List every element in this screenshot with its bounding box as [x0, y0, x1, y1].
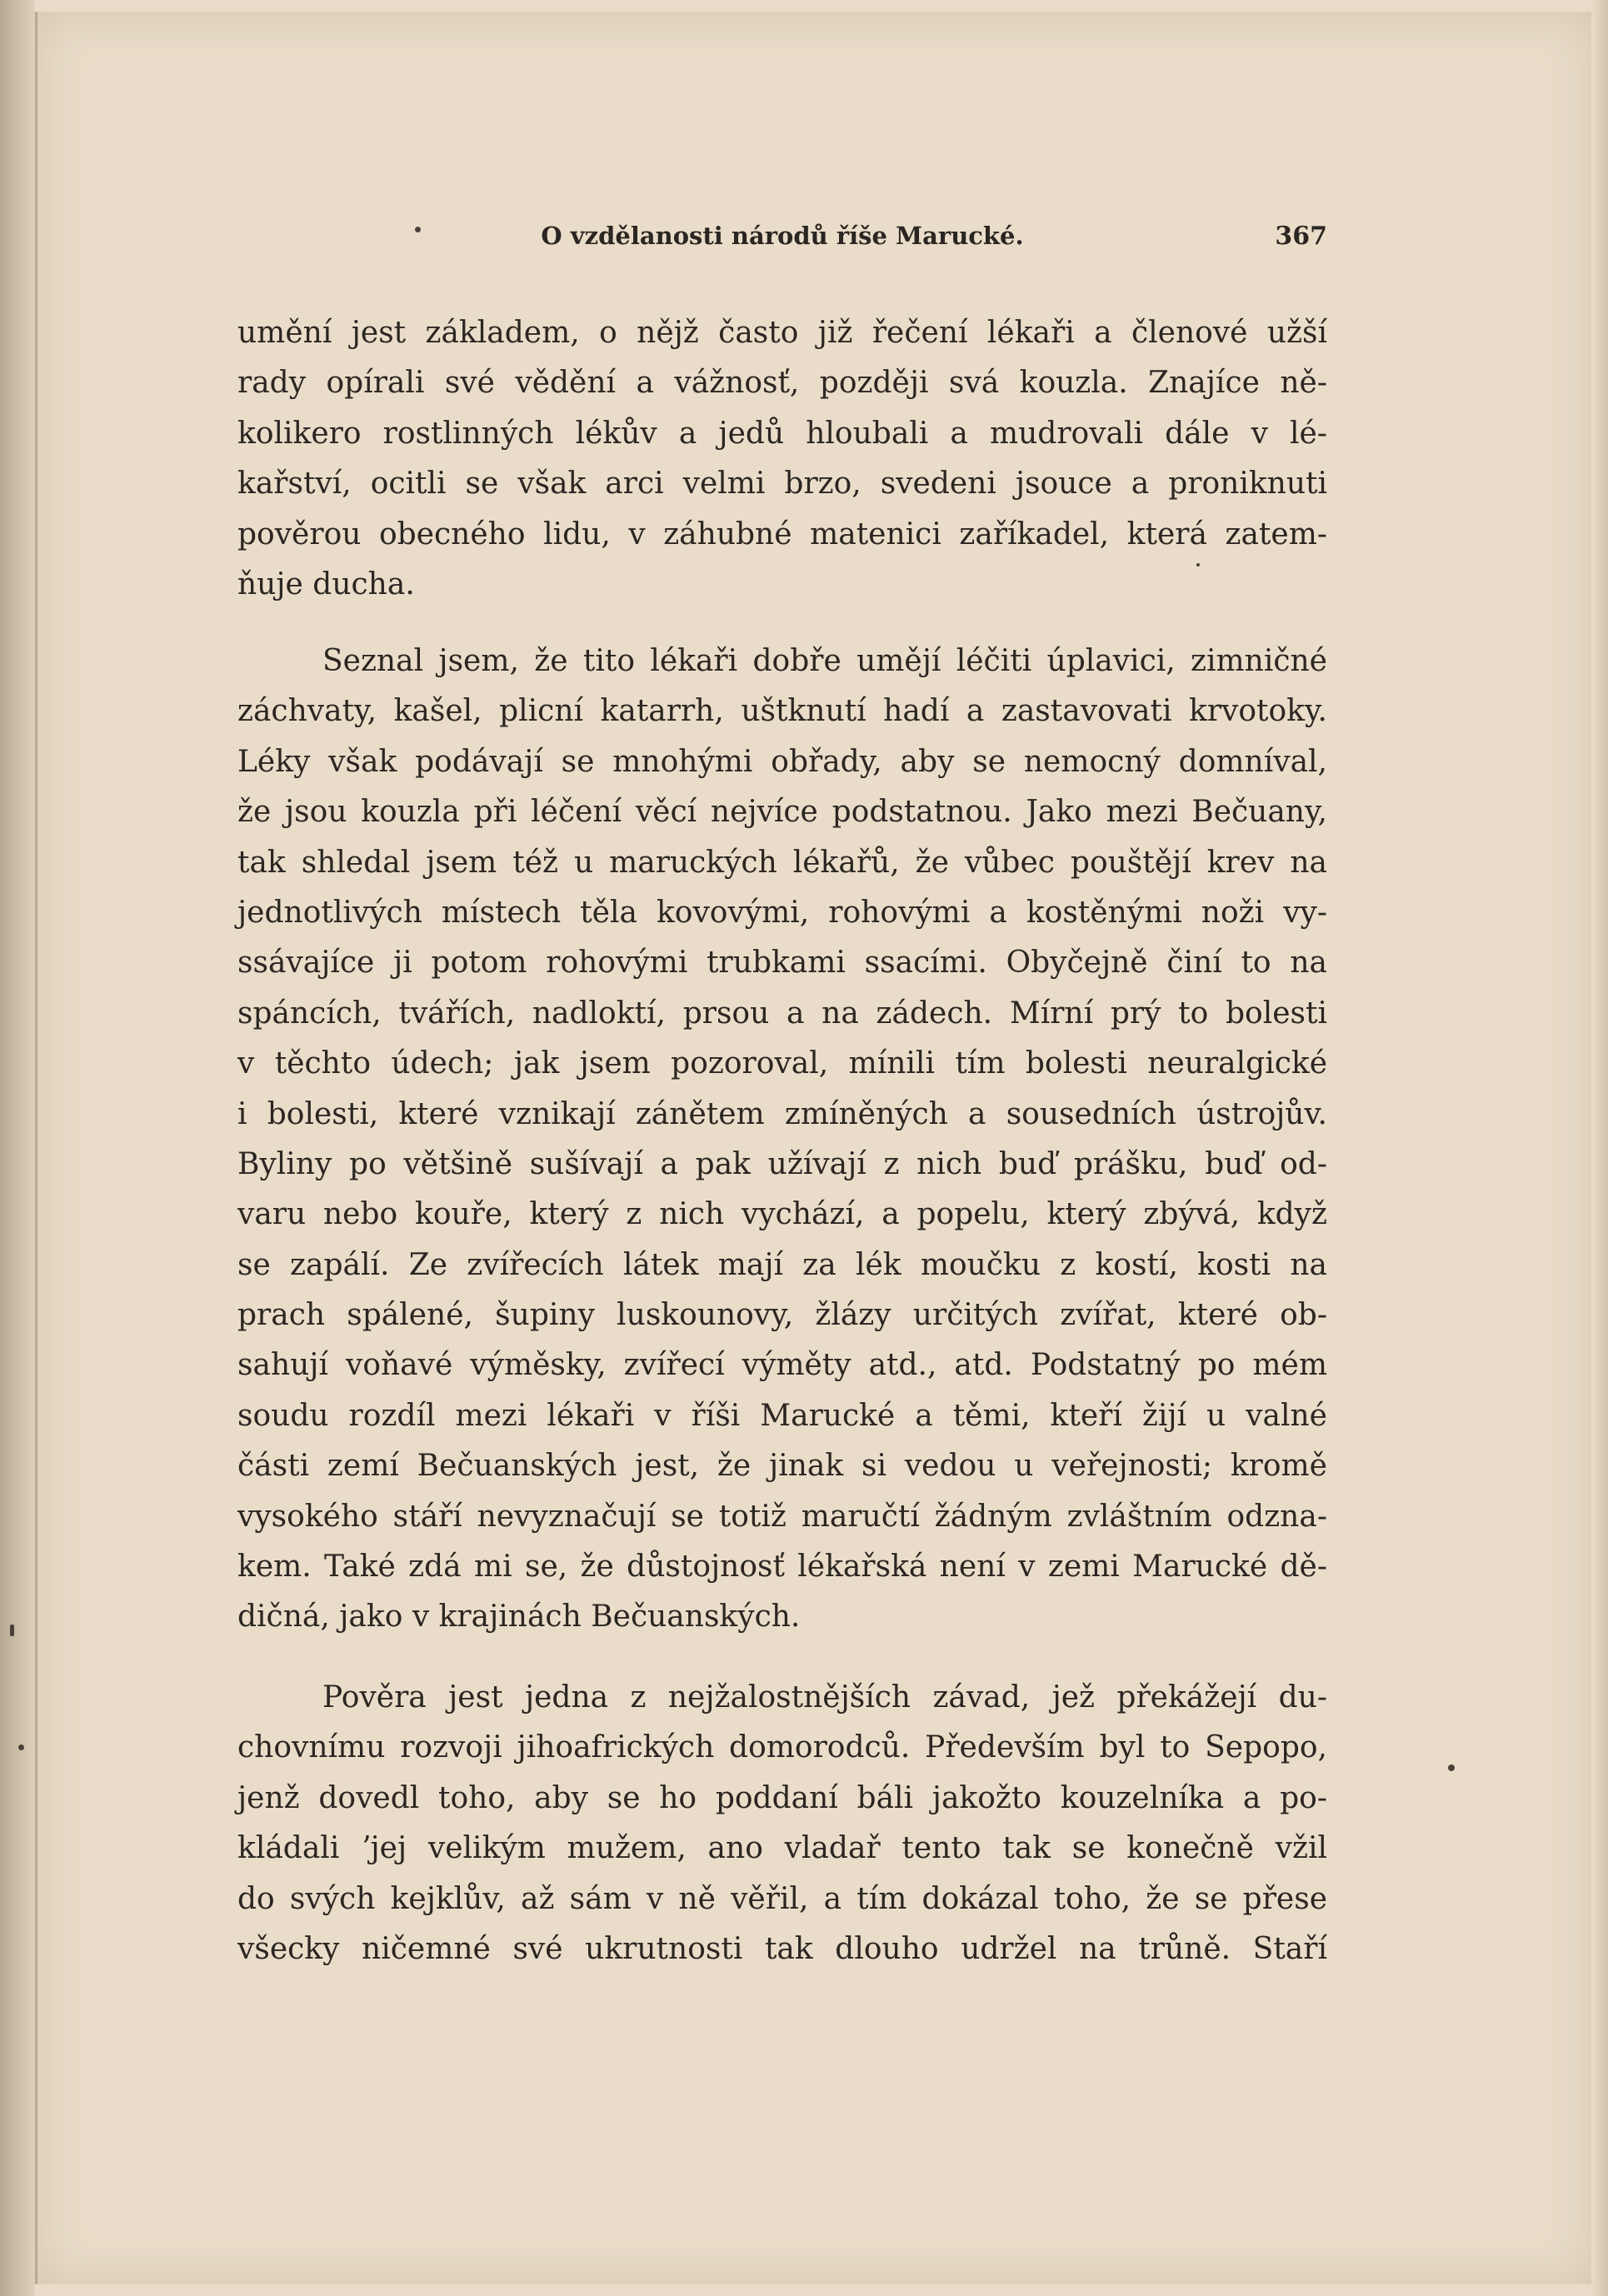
text-line: soudu rozdíl mezi lékaři v říši Marucké a těmi, kteří žijí u valné	[237, 1398, 1327, 1433]
text-line: kládali ʼjej velikým mužem, ano vladař tento tak se konečně vžil	[237, 1831, 1327, 1866]
ink-speck	[1448, 1764, 1455, 1771]
text-line: se zapálí. Ze zvířecích látek mají za lék moučku z kostí, kosti na	[237, 1247, 1327, 1282]
text-line: ssávajíce ji potom rohovými trubkami ssacími. Obyčejně činí to na	[237, 946, 1327, 981]
text-line: chovnímu rozvoji jihoafrických domorodců. Především byl to Sepopo,	[237, 1730, 1327, 1765]
paragraph-3	[237, 1673, 1327, 1974]
text-line: Byliny po většině sušívají a pak užívají z nich buď prášku, buď od-	[237, 1146, 1327, 1181]
text-line: Seznal jsem, že tito lékaři dobře umějí léčiti úplavici, zimničné	[322, 644, 1327, 678]
text-line: ňuje ducha.	[237, 567, 415, 601]
text-line: pověrou obecného lidu, v záhubné matenici zaříkadel, která zatem-	[237, 517, 1327, 552]
text-line: do svých kejklův, až sám v ně věřil, a tím dokázal toho, že se přese	[237, 1881, 1327, 1916]
ink-speck	[1196, 563, 1200, 567]
text-line: Léky však podávají se mnohými obřady, aby se nemocný domníval,	[237, 744, 1327, 779]
page-number: 367	[1275, 222, 1327, 251]
text-line: dičná, jako v krajinách Bečuanských.	[237, 1600, 801, 1635]
ink-speck	[18, 1744, 24, 1750]
running-header	[237, 218, 1327, 260]
text-line: záchvaty, kašel, plicní katarrh, uštknutí hadí a zastavovati krvotoky.	[237, 694, 1327, 729]
text-line: v těchto údech; jak jsem pozoroval, mínili tím bolesti neuralgické	[237, 1046, 1327, 1081]
text-line: sahují voňavé výměsky, zvířecí výměty atd., atd. Podstatný po mém	[237, 1348, 1327, 1383]
text-line: kařství, ocitli se však arci velmi brzo, svedeni jsouce a proniknuti	[237, 467, 1327, 502]
text-line: Pověra jest jedna z nejžalostnějších závad, jež překážejí du-	[322, 1680, 1327, 1715]
text-line: umění jest základem, o nějž často již řečení lékaři a členové užší	[237, 316, 1327, 350]
text-line: spáncích, tvářích, nadloktí, prsou a na zádech. Mírní prý to bolesti	[237, 996, 1327, 1031]
text-line: kolikero rostlinných lékův a jedů hloubali a mudrovali dále v lé-	[237, 416, 1327, 451]
text-line: rady opírali své vědění a vážnosť, později svá kouzla. Znajíce ně-	[237, 366, 1327, 401]
ink-speck	[10, 1625, 14, 1636]
text-line: vysokého stáří nevyznačují se totiž maručtí žádným zvláštním odzna-	[237, 1499, 1327, 1534]
page-edge	[1591, 0, 1608, 2296]
paragraph-1	[237, 308, 1327, 610]
text-line: že jsou kouzla při léčení věcí nejvíce podstatnou. Jako mezi Bečuany,	[237, 795, 1327, 830]
text-line: jenž dovedl toho, aby se ho poddaní báli jakožto kouzelníka a po-	[237, 1780, 1327, 1815]
text-line: tak shledal jsem též u maruckých lékařů, že vůbec pouštějí krev na	[237, 845, 1327, 880]
text-line: i bolesti, které vznikají zánětem zmíněných a sousedních ústrojův.	[237, 1096, 1327, 1131]
text-line: všecky ničemné své ukrutnosti tak dlouho udržel na trůně. Staří	[237, 1931, 1327, 1966]
book-binding-edge	[0, 0, 35, 2296]
text-line: jednotlivých místech těla kovovými, rohovými a kostěnými noži vy-	[237, 895, 1327, 930]
ink-speck	[415, 227, 421, 232]
running-title: O vzdělanosti národů říše Marucké.	[541, 222, 1024, 250]
text-line: kem. Také zdá mi se, že důstojnosť lékařská není v zemi Marucké dě-	[237, 1550, 1327, 1585]
text-line: varu nebo kouře, který z nich vychází, a popelu, který zbývá, když	[237, 1197, 1327, 1232]
paragraph-2	[237, 636, 1327, 1643]
text-line: části zemí Bečuanských jest, že jinak si vedou u veřejnosti; kromě	[237, 1449, 1327, 1484]
text-line: prach spálené, šupiny luskounovy, žlázy určitých zvířat, které ob-	[237, 1298, 1327, 1333]
